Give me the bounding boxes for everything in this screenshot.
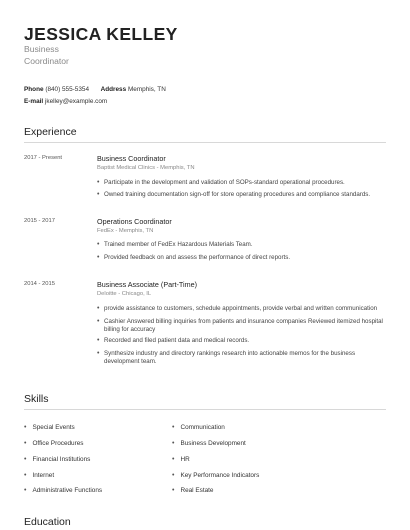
skill-item: • Special Events	[24, 424, 75, 431]
job-1-title: Business Coordinator	[97, 154, 166, 163]
skills-heading: Skills	[24, 393, 49, 405]
bullet-dot: •	[172, 487, 175, 494]
job-3-company: Deloitte - Chicago, IL	[97, 291, 152, 297]
bullet-dot: •	[172, 456, 175, 463]
job-2-bullet-1: • Trained member of FedEx Hazardous Materials Team.	[97, 241, 253, 248]
candidate-name: JESSICA KELLEY	[24, 24, 178, 44]
bullet-dot: •	[24, 456, 27, 463]
skill-item: • Business Development	[172, 440, 246, 447]
skill-item: • Key Performance Indicators	[172, 472, 260, 479]
skill-item: • Financial Institutions	[24, 456, 91, 463]
bullet-dot: •	[97, 318, 100, 325]
bullet-dot: •	[97, 305, 100, 312]
bullet-dot: •	[97, 179, 100, 186]
skill-item: • Internet	[24, 472, 55, 479]
address-label: Address	[100, 86, 127, 93]
contact-row-1	[24, 85, 166, 94]
email-value[interactable]: jkelley@example.com	[44, 98, 108, 105]
job-3-dates: 2014 - 2015	[24, 281, 55, 287]
skill-item: • Communication	[172, 424, 225, 431]
skill-item: • Administrative Functions	[24, 487, 103, 494]
phone-label: Phone	[24, 86, 44, 93]
bullet-dot: •	[24, 487, 27, 494]
job-1-dates: 2017 - Present	[24, 155, 63, 161]
job-1-company: Baptist Medical Clinics - Memphis, TN	[97, 165, 195, 171]
skill-item: • Office Procedures	[24, 440, 84, 447]
bullet-dot: •	[172, 424, 175, 431]
contact-row-2	[24, 97, 107, 106]
job-2-title: Operations Coordinator	[97, 217, 172, 226]
bullet-dot: •	[24, 472, 27, 479]
skills-divider	[24, 409, 386, 410]
bullet-dot: •	[172, 440, 175, 447]
job-2-dates: 2015 - 2017	[24, 218, 55, 224]
bullet-dot: •	[97, 191, 100, 198]
experience-divider	[24, 142, 386, 143]
bullet-dot: •	[97, 254, 100, 261]
job-1-bullet-2: • Owned training documentation sign-off for store operating procedures and compliance standards.	[97, 191, 371, 198]
job-3-title: Business Associate (Part-Time)	[97, 280, 197, 289]
job-3-bullet-1: • provide assistance to customers, schedule appointments, provide verbal and written communication	[97, 305, 378, 312]
address-value: Memphis, TN	[127, 86, 166, 93]
bullet-dot: •	[24, 440, 27, 447]
bullet-dot: •	[97, 337, 100, 344]
job-1-bullet-1: • Participate in the development and validation of SOPs-standard operational procedures.	[97, 179, 345, 186]
email-label: E-mail	[24, 98, 44, 105]
candidate-role-line2: Coordinator	[24, 56, 69, 66]
job-3-bullet-4: • Synthesize industry and directory rankings research into actionable memos for the business development team.	[97, 350, 356, 365]
job-2-company: FedEx - Memphis, TN	[97, 228, 154, 234]
bullet-dot: •	[172, 472, 175, 479]
phone-value: (840) 555-5354	[45, 86, 90, 93]
bullet-dot: •	[24, 424, 27, 431]
education-heading: Education	[24, 516, 71, 528]
job-2-bullet-2: • Provided feedback on and assess the performance of direct reports.	[97, 254, 291, 261]
bullet-dot: •	[97, 241, 100, 248]
candidate-role-line1: Business	[24, 44, 59, 54]
skill-item: • HR	[172, 456, 190, 463]
bullet-dot: •	[97, 350, 100, 357]
job-3-bullet-3: • Recorded and filed patient data and medical records.	[97, 337, 250, 344]
job-3-bullet-2: • Cashier Answered billing inquiries from patients and insurance companies Reviewed itemized hospital billing for accuracy	[97, 318, 383, 333]
skill-item: • Real Estate	[172, 487, 214, 494]
experience-heading: Experience	[24, 126, 77, 138]
